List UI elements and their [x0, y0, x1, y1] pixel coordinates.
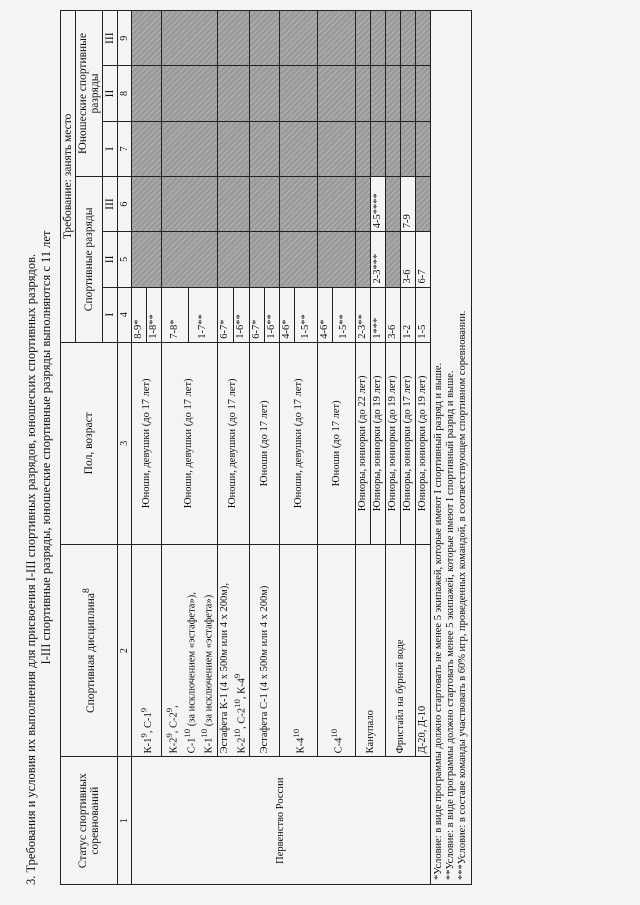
discipline-line: $К-1^{10}$ (за исключением «эстафета»)	[199, 594, 215, 754]
column-index-row	[118, 11, 132, 885]
value-cell: 4-5****	[371, 176, 386, 231]
shaded-cell	[371, 66, 386, 121]
value-cell: 3-6	[386, 287, 401, 342]
discipline-line: $К-2^{10}$, $С-2^{10}$, $К-4^9$	[231, 673, 247, 754]
shaded-cell	[217, 11, 250, 66]
shaded-cell	[416, 11, 431, 66]
shaded-cell	[250, 176, 280, 231]
shaded-cell	[280, 176, 318, 231]
shaded-cell	[386, 66, 401, 121]
shaded-cell	[386, 11, 401, 66]
shaded-cell	[416, 176, 431, 231]
shaded-cell	[162, 176, 218, 231]
index-cell: 3	[118, 342, 132, 544]
notes-row	[431, 11, 472, 885]
header-requirement: Требование: занять место	[61, 11, 76, 343]
status-cell: Первенство России	[132, 757, 431, 885]
discipline-cell: Канупало	[356, 544, 386, 757]
value-cell: 8-9*	[132, 287, 147, 342]
table-row	[356, 11, 371, 885]
index-cell: 1	[118, 757, 132, 885]
value-cell: 1-6**	[265, 287, 280, 342]
discipline-line: $К-2^9$, $С-2^9$,	[164, 705, 180, 754]
gender-cell: Юноши, девушки (до 17 лет)	[162, 342, 218, 544]
value-cell: 1-5**	[333, 287, 356, 342]
index-cell: 5	[118, 232, 132, 287]
value-cell: 7-8*	[162, 287, 189, 342]
shaded-cell	[386, 176, 401, 231]
shaded-cell	[386, 232, 401, 287]
shaded-cell	[217, 66, 250, 121]
gender-cell: Юноши, девушки (до 17 лет)	[280, 342, 318, 544]
shaded-cell	[250, 121, 280, 176]
table-row	[217, 11, 233, 885]
value-cell: 7-9	[401, 176, 416, 231]
note-2: **Условие: в виде программы должно стартовать менее 5 экипажей, которые имеют I спортивный разряд и выше.	[445, 370, 456, 880]
discipline-cell: $К-1^9$, $С-1^9$	[132, 544, 162, 757]
table-row	[132, 11, 147, 885]
value-cell: 1-5**	[295, 287, 318, 342]
discipline-cell: Д-20, Д-10	[416, 544, 431, 757]
gender-cell: Юноши (до 17 лет)	[318, 342, 356, 544]
shaded-cell	[280, 66, 318, 121]
header-gender-age: Пол, возраст	[61, 342, 118, 544]
gender-cell: Юноши (до 17 лет)	[250, 342, 280, 544]
shaded-cell	[401, 66, 416, 121]
notes-cell	[431, 11, 472, 885]
value-cell: 6-7*	[250, 287, 265, 342]
shaded-cell	[401, 11, 416, 66]
shaded-cell	[401, 121, 416, 176]
shaded-cell	[162, 11, 218, 66]
index-cell: 4	[118, 287, 132, 342]
header-youth-rank-2: II	[103, 66, 118, 121]
table-row	[250, 11, 265, 885]
header-youth-rank-1: I	[103, 121, 118, 176]
table-row	[162, 11, 189, 885]
note-1: *Условие: в виде программы должно стартовать не менее 5 экипажей, которые имеют I спортивный разряд и выше.	[433, 362, 444, 880]
index-cell: 9	[118, 11, 132, 66]
shaded-cell	[162, 232, 218, 287]
shaded-cell	[356, 66, 371, 121]
gender-cell: Юноши, девушки (до 17 лет)	[217, 342, 250, 544]
header-youth-ranks: Юношеские спортивные разряды	[76, 11, 103, 177]
value-cell: 3-6	[401, 232, 416, 287]
header-discipline: Спортивная дисциплина$^8$	[61, 544, 118, 757]
value-cell: 1-2	[401, 287, 416, 342]
value-cell: 1-5	[416, 287, 431, 342]
note-3: ***Условие: в составе команды участвовать в 60% игр, проведенных командой, в соответствующем спортивном соревновании.	[457, 310, 468, 880]
value-cell: 6-7*	[217, 287, 233, 342]
value-cell: 1-6**	[233, 287, 249, 342]
value-cell: 4-6*	[318, 287, 333, 342]
shaded-cell	[217, 176, 250, 231]
shaded-cell	[416, 66, 431, 121]
shaded-cell	[318, 176, 356, 231]
rotated-page	[20, 10, 620, 885]
gender-cell: Юниоры, юниорки (до 17 лет)	[401, 342, 416, 544]
requirements-table	[60, 10, 472, 885]
discipline-line: $С-1^{10}$ (за исключением «эстафета»),	[181, 592, 197, 754]
shaded-cell	[356, 176, 371, 231]
header-youth-rank-3: III	[103, 11, 118, 66]
table-row	[386, 11, 401, 885]
shaded-cell	[318, 11, 356, 66]
value-cell: 1***	[371, 287, 386, 342]
discipline-cell	[162, 544, 218, 757]
shaded-cell	[416, 121, 431, 176]
gender-cell: Юниоры, юниорки (до 19 лет)	[416, 342, 431, 544]
index-cell: 7	[118, 121, 132, 176]
table-row	[318, 11, 333, 885]
gender-cell: Юниоры, юниорки (до 19 лет)	[386, 342, 401, 544]
shaded-cell	[280, 232, 318, 287]
value-cell: 1-8**	[147, 287, 162, 342]
shaded-cell	[250, 66, 280, 121]
value-cell: 2-3**	[356, 287, 371, 342]
caption-line-1: 3. Требования и условия их выполнения для присвоения I-III спортивных разрядов, юношеских спортивных разрядов.	[24, 253, 38, 885]
header-sport-ranks: Спортивные разряды	[76, 176, 103, 342]
value-cell: 6-7	[416, 232, 431, 287]
shaded-cell	[162, 121, 218, 176]
shaded-cell	[250, 232, 280, 287]
shaded-cell	[280, 11, 318, 66]
header-status: Статус спортивных соревнований	[61, 757, 118, 885]
shaded-cell	[318, 121, 356, 176]
discipline-cell: $С-4^{10}$	[318, 544, 356, 757]
shaded-cell	[371, 121, 386, 176]
index-cell: 6	[118, 176, 132, 231]
value-cell: 2-3***	[371, 232, 386, 287]
shaded-cell	[162, 66, 218, 121]
caption-line-2: I-III спортивные разряды, юношеские спортивные разряды выполняются с 11 лет	[39, 230, 53, 665]
index-cell: 8	[118, 66, 132, 121]
shaded-cell	[132, 176, 162, 231]
shaded-cell	[250, 11, 280, 66]
table-row	[280, 11, 295, 885]
shaded-cell	[318, 232, 356, 287]
caption	[24, 10, 54, 885]
discipline-cell	[217, 544, 250, 757]
shaded-cell	[356, 232, 371, 287]
shaded-cell	[132, 121, 162, 176]
shaded-cell	[132, 232, 162, 287]
discipline-line: Эстафета К-1 (4 x 500м или 4 x 200м),	[218, 582, 230, 754]
shaded-cell	[356, 11, 371, 66]
header-rank-3: III	[103, 176, 118, 231]
shaded-cell	[280, 121, 318, 176]
shaded-cell	[132, 66, 162, 121]
table-row	[416, 11, 431, 885]
header-rank-2: II	[103, 232, 118, 287]
gender-cell: Юниоры, юниорки (до 19 лет)	[371, 342, 386, 544]
shaded-cell	[217, 121, 250, 176]
shaded-cell	[356, 121, 371, 176]
gender-cell: Юниоры, юниорки (до 22 лет)	[356, 342, 371, 544]
shaded-cell	[371, 11, 386, 66]
shaded-cell	[318, 66, 356, 121]
shaded-cell	[386, 121, 401, 176]
discipline-cell: Эстафета С-1 (4 x 500м или 4 x 200м)	[250, 544, 280, 757]
discipline-cell: Фристайл на бурной воде	[386, 544, 416, 757]
header-rank-1: I	[103, 287, 118, 342]
index-cell: 2	[118, 544, 132, 757]
value-cell: 1-7**	[188, 287, 217, 342]
discipline-cell: $К-4^{10}$	[280, 544, 318, 757]
value-cell: 4-6*	[280, 287, 295, 342]
shaded-cell	[217, 232, 250, 287]
gender-cell: Юноши, девушки (до 17 лет)	[132, 342, 162, 544]
shaded-cell	[132, 11, 162, 66]
